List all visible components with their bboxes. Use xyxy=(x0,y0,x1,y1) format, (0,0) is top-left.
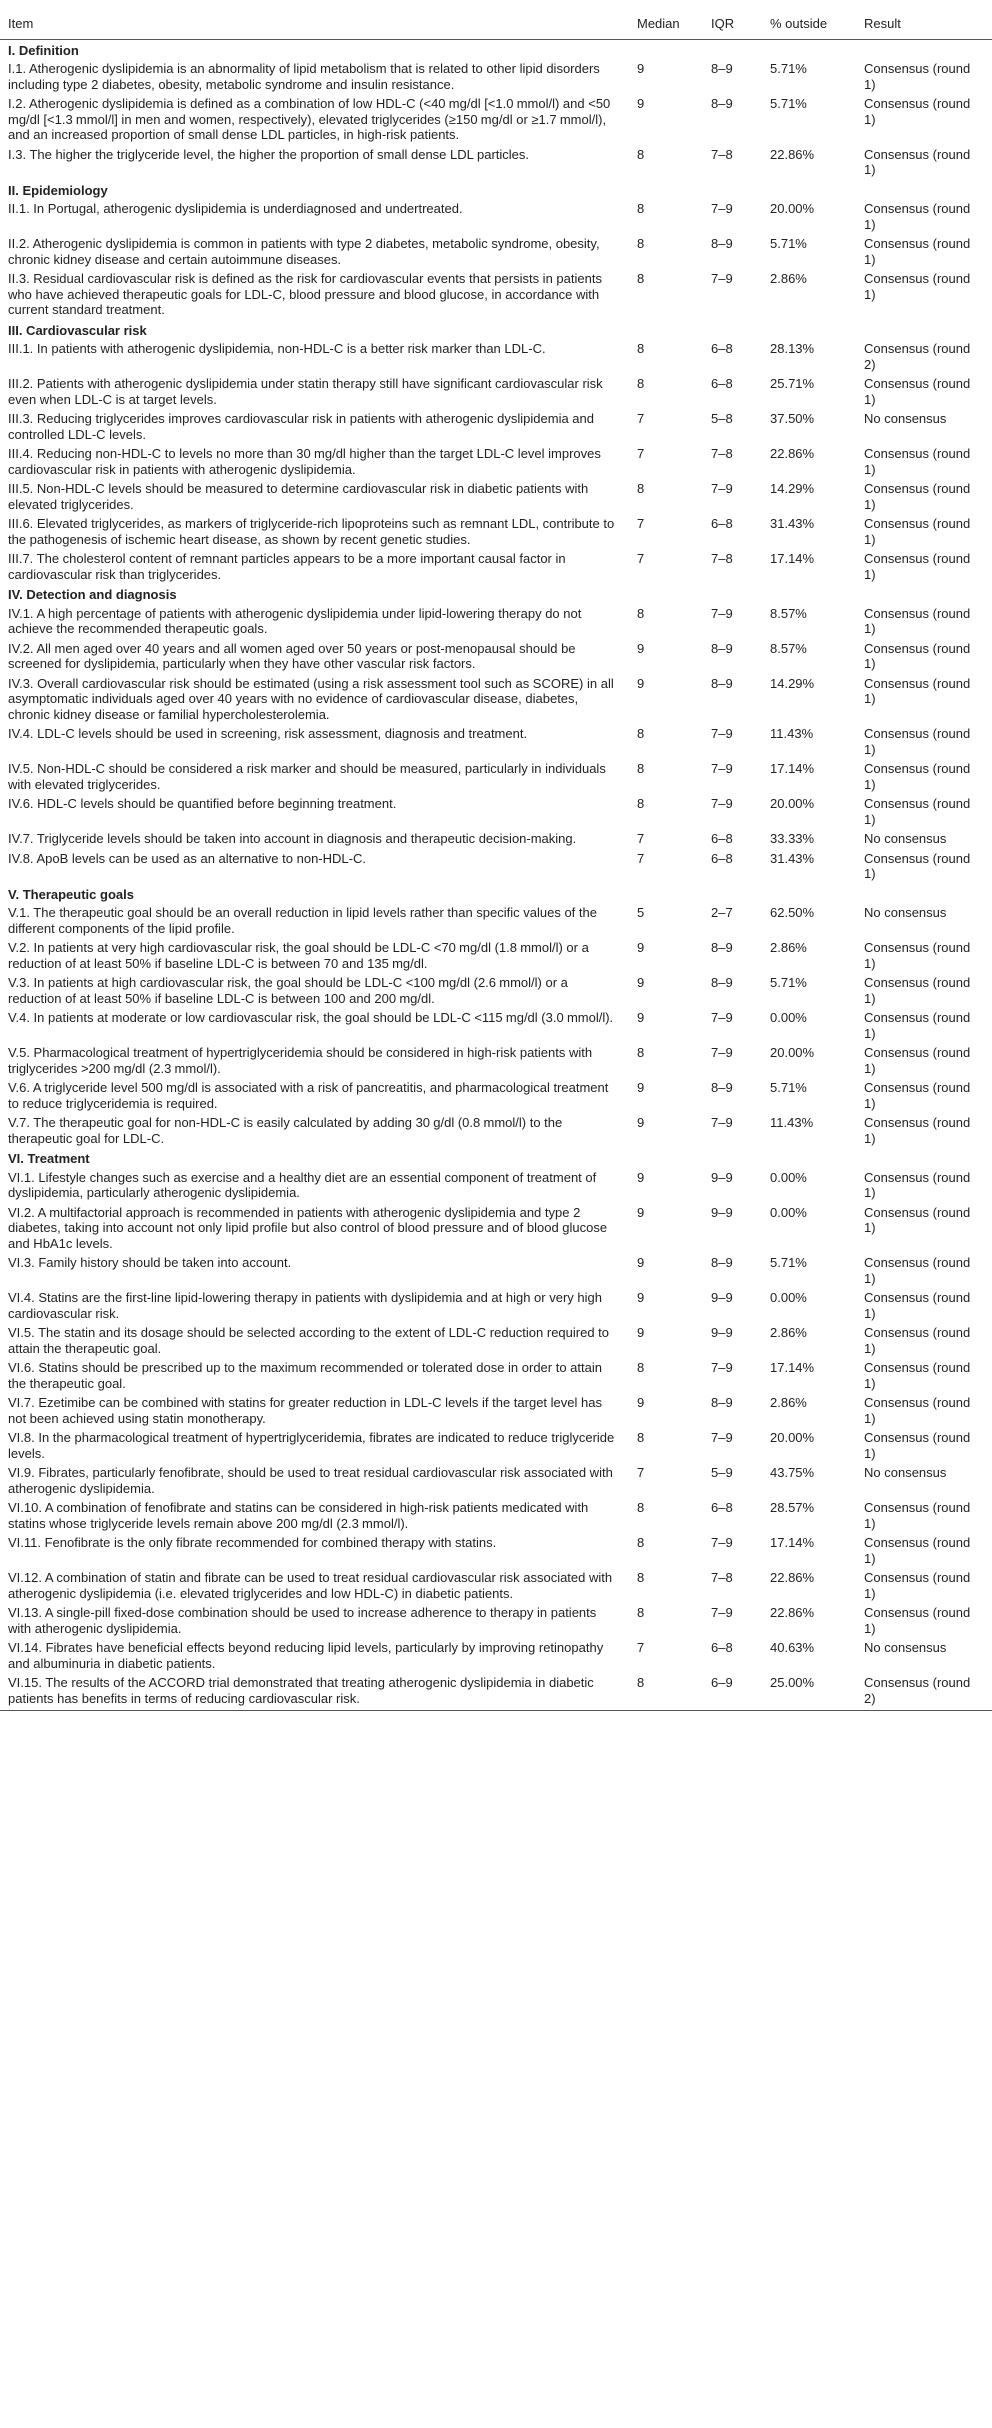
result-cell: Consensus (round 1) xyxy=(864,61,971,92)
result-cell: Consensus (round 2) xyxy=(856,1673,992,1711)
table-row xyxy=(0,604,992,639)
header-median: Median xyxy=(629,8,703,39)
iqr-cell: 5–9 xyxy=(711,1465,733,1480)
iqr-cell: 7–9 xyxy=(711,605,733,621)
outside-cell: 20.00% xyxy=(770,1430,815,1445)
item-cell: IV.1. A high percentage of patients with atherogenic dyslipidemia under lipid-lowering therapy do not achieve the recommended therapeutic goals. xyxy=(8,605,582,636)
item-cell: VI.14. Fibrates have beneficial effects beyond reducing lipid levels, particularly by improving retinopathy and albuminuria in diabetic patients. xyxy=(8,1640,604,1671)
iqr-cell: 9–9 xyxy=(711,1325,733,1340)
median-cell: 8 xyxy=(637,605,645,621)
section-title: V. Therapeutic goals xyxy=(8,886,134,902)
table-row xyxy=(0,1008,992,1043)
median-cell: 8 xyxy=(637,1430,645,1445)
result-cell: Consensus (round 1) xyxy=(864,236,971,267)
iqr-cell: 6–8 xyxy=(711,831,733,846)
iqr-cell: 8–9 xyxy=(711,61,733,76)
iqr-cell: 7–9 xyxy=(711,481,733,496)
table-row xyxy=(0,479,992,514)
median-cell: 9 xyxy=(637,1010,645,1025)
item-cell: VI.4. Statins are the first-line lipid-lowering therapy in patients with dyslipidemia and at high or very high cardiovascular risk. xyxy=(8,1290,602,1321)
median-cell: 5 xyxy=(637,905,645,920)
item-cell: IV.6. HDL-C levels should be quantified before beginning treatment. xyxy=(8,796,397,811)
outside-cell: 17.14% xyxy=(770,761,815,776)
result-cell: Consensus (round 1) xyxy=(864,1010,971,1041)
outside-cell: 22.86% xyxy=(770,1605,815,1620)
outside-cell: 20.00% xyxy=(770,1045,815,1060)
outside-cell: 11.43% xyxy=(770,726,814,741)
median-cell: 8 xyxy=(637,1605,645,1620)
iqr-cell: 7–8 xyxy=(711,1570,733,1585)
median-cell: 9 xyxy=(637,61,645,76)
median-cell: 9 xyxy=(637,1395,645,1410)
table-row xyxy=(0,1168,992,1203)
table-row xyxy=(0,1113,992,1148)
median-cell: 9 xyxy=(637,1169,645,1185)
table-row xyxy=(0,973,992,1008)
table-row xyxy=(0,1288,992,1323)
median-cell: 8 xyxy=(637,271,645,286)
section-title: II. Epidemiology xyxy=(8,182,108,198)
header-result: Result xyxy=(856,8,992,39)
outside-cell: 25.71% xyxy=(770,376,815,391)
iqr-cell: 8–9 xyxy=(711,675,733,691)
table-row xyxy=(0,339,992,374)
table-row xyxy=(0,1463,992,1498)
outside-cell: 25.00% xyxy=(762,1673,856,1711)
item-cell: III.2. Patients with atherogenic dyslipidemia under statin therapy still have significant cardiovascular risk even when LDL-C is at target levels. xyxy=(8,376,603,407)
outside-cell: 2.86% xyxy=(770,1395,807,1410)
median-cell: 7 xyxy=(637,850,645,866)
table-row xyxy=(0,1253,992,1288)
item-cell: V.6. A triglyceride level 500 mg/dl is associated with a risk of pancreatitis, and pharmacological treatment to reduce triglyceridemia is required. xyxy=(8,1080,609,1111)
item-cell: VI.11. Fenofibrate is the only fibrate recommended for combined therapy with statins. xyxy=(8,1535,497,1550)
table-row xyxy=(0,639,992,674)
median-cell: 7 xyxy=(637,411,645,426)
result-cell: Consensus (round 1) xyxy=(864,551,971,582)
result-cell: Consensus (round 1) xyxy=(864,1605,971,1636)
table-row xyxy=(0,269,992,320)
result-cell: No consensus xyxy=(864,1465,947,1480)
result-cell: Consensus (round 1) xyxy=(864,201,971,232)
outside-cell: 20.00% xyxy=(770,201,815,216)
median-cell: 9 xyxy=(637,1115,645,1130)
iqr-cell: 8–9 xyxy=(711,1255,733,1270)
table-row xyxy=(0,1428,992,1463)
outside-cell: 28.57% xyxy=(770,1500,815,1515)
table-row xyxy=(0,1043,992,1078)
outside-cell: 5.71% xyxy=(770,1080,807,1095)
consensus-table xyxy=(0,8,992,1711)
iqr-cell: 8–9 xyxy=(711,940,733,955)
outside-cell: 17.14% xyxy=(770,551,815,566)
iqr-cell: 8–9 xyxy=(711,96,733,111)
median-cell: 9 xyxy=(637,675,645,691)
header-iqr: IQR xyxy=(703,8,762,39)
result-cell: Consensus (round 1) xyxy=(864,796,971,827)
item-cell: III.1. In patients with atherogenic dyslipidemia, non-HDL-C is a better risk marker than LDL-C. xyxy=(8,341,546,356)
iqr-cell: 7–8 xyxy=(711,446,733,461)
table-row xyxy=(0,724,992,759)
result-cell: Consensus (round 1) xyxy=(864,675,971,706)
median-cell: 8 xyxy=(637,1500,645,1515)
median-cell: 8 xyxy=(637,236,645,251)
outside-cell: 5.71% xyxy=(770,236,807,251)
item-cell: I.1. Atherogenic dyslipidemia is an abnormality of lipid metabolism that is related to other lipid disorders including type 2 diabetes, obesity, metabolic syndrome and insulin resistance. xyxy=(8,61,600,92)
outside-cell: 5.71% xyxy=(770,975,807,990)
item-cell: V.7. The therapeutic goal for non-HDL-C is easily calculated by adding 30 g/dl (0.8 mmol/l) to the therapeutic goal for LDL-C. xyxy=(8,1115,563,1146)
iqr-cell: 9–9 xyxy=(711,1290,733,1305)
median-cell: 8 xyxy=(637,201,645,216)
median-cell: 8 xyxy=(637,376,645,391)
item-cell: I.3. The higher the triglyceride level, the higher the proportion of small dense LDL particles. xyxy=(8,146,530,162)
iqr-cell: 7–9 xyxy=(711,796,733,811)
result-cell: Consensus (round 1) xyxy=(864,1255,971,1286)
item-cell: II.2. Atherogenic dyslipidemia is common in patients with type 2 diabetes, metabolic syndrome, obesity, chronic kidney disease and certain autoimmune diseases. xyxy=(8,236,600,267)
table-row xyxy=(0,549,992,584)
iqr-cell: 6–8 xyxy=(711,516,733,531)
table-header xyxy=(0,8,992,39)
header-outside: % outside xyxy=(762,8,856,39)
iqr-cell: 5–8 xyxy=(711,411,733,426)
result-cell: Consensus (round 1) xyxy=(864,940,971,971)
item-cell: I.2. Atherogenic dyslipidemia is defined as a combination of low HDL-C (<40 mg/dl [<1.0 mmol/l) and <50 mg/dl [<1.3 mmol/l] in men and women, respectively), elevated triglycerides (≥150 mg/dl or ≥1.7 mmol/l), and an increased proportion of small dense LDL particles, in high-risk patients. xyxy=(8,96,614,142)
outside-cell: 22.86% xyxy=(770,446,815,461)
item-cell: III.6. Elevated triglycerides, as markers of triglyceride-rich lipoproteins such as remnant LDL, contribute to the pathogenesis of ischemic heart disease, as shown by recent genetic studies. xyxy=(8,516,615,547)
table-row xyxy=(0,444,992,479)
section-header-row xyxy=(0,39,992,59)
outside-cell: 0.00% xyxy=(770,1290,807,1305)
outside-cell: 8.57% xyxy=(770,605,807,621)
table-body xyxy=(0,39,992,1711)
outside-cell: 40.63% xyxy=(770,1640,815,1655)
item-cell: VI.15. The results of the ACCORD trial demonstrated that treating atherogenic dyslipidemia in diabetic patients has benefits in terms of reducing cardiovascular risk. xyxy=(0,1673,629,1711)
median-cell: 9 xyxy=(637,975,645,990)
result-cell: No consensus xyxy=(864,411,947,426)
item-cell: VI.5. The statin and its dosage should be selected according to the extent of LDL-C reduction required to attain the therapeutic goal. xyxy=(8,1325,610,1356)
median-cell: 8 xyxy=(637,726,645,741)
iqr-cell: 8–9 xyxy=(711,1395,733,1410)
result-cell: Consensus (round 1) xyxy=(864,446,971,477)
median-cell: 8 xyxy=(637,481,645,496)
iqr-cell: 7–9 xyxy=(711,201,733,216)
outside-cell: 20.00% xyxy=(770,796,815,811)
result-cell: Consensus (round 1) xyxy=(864,1430,971,1461)
median-cell: 9 xyxy=(637,940,645,955)
result-cell: Consensus (round 1) xyxy=(864,96,971,127)
median-cell: 8 xyxy=(629,1673,703,1711)
outside-cell: 22.86% xyxy=(770,1570,815,1585)
median-cell: 7 xyxy=(637,551,645,566)
outside-cell: 31.43% xyxy=(770,850,815,866)
outside-cell: 8.57% xyxy=(770,640,807,656)
result-cell: Consensus (round 1) xyxy=(864,726,971,757)
table-row xyxy=(0,1078,992,1113)
item-cell: VI.9. Fibrates, particularly fenofibrate, should be used to treat residual cardiovascular risk associated with atherogenic dyslipidemia. xyxy=(8,1465,613,1496)
median-cell: 8 xyxy=(637,761,645,776)
result-cell: Consensus (round 1) xyxy=(864,1080,971,1111)
table-row xyxy=(0,59,992,94)
result-cell: Consensus (round 1) xyxy=(864,975,971,1006)
result-cell: Consensus (round 1) xyxy=(864,1045,971,1076)
iqr-cell: 9–9 xyxy=(711,1204,733,1220)
median-cell: 9 xyxy=(637,640,645,656)
table-row xyxy=(0,1203,992,1254)
median-cell: 7 xyxy=(637,446,645,461)
iqr-cell: 8–9 xyxy=(711,640,733,656)
table-row xyxy=(0,199,992,234)
table-row xyxy=(0,1533,992,1568)
item-cell: III.7. The cholesterol content of remnant particles appears to be a more important causal factor in cardiovascular risk than triglycerides. xyxy=(8,551,566,582)
item-cell: IV.5. Non-HDL-C should be considered a risk marker and should be measured, particularly in individuals with elevated triglycerides. xyxy=(8,761,606,792)
result-cell: Consensus (round 1) xyxy=(864,146,971,177)
outside-cell: 2.86% xyxy=(770,1325,807,1340)
iqr-cell: 7–9 xyxy=(711,1360,733,1375)
result-cell: No consensus xyxy=(864,831,947,846)
table-row xyxy=(0,1638,992,1673)
iqr-cell: 6–8 xyxy=(711,1500,733,1515)
section-title: VI. Treatment xyxy=(8,1151,90,1166)
outside-cell: 11.43% xyxy=(770,1115,814,1130)
result-cell: Consensus (round 2) xyxy=(864,341,971,372)
section-header-row xyxy=(0,884,992,904)
item-cell: VI.2. A multifactorial approach is recommended in patients with atherogenic dyslipidemia and type 2 diabetes, taking into account not only lipid profile but also control of blood pressure and of blood glucose and HbA1c levels. xyxy=(8,1204,608,1251)
iqr-cell: 7–9 xyxy=(711,271,733,286)
median-cell: 9 xyxy=(637,1255,645,1270)
table-row xyxy=(0,794,992,829)
table-row xyxy=(0,1323,992,1358)
iqr-cell: 9–9 xyxy=(711,1169,733,1185)
outside-cell: 22.86% xyxy=(770,146,815,162)
item-cell: VI.12. A combination of statin and fibrate can be used to treat residual cardiovascular risk associated with atherogenic dyslipidemia (i.e. elevated triglycerides and low HDL-C) in diabetic patients. xyxy=(8,1570,613,1601)
result-cell: Consensus (round 1) xyxy=(864,605,971,636)
iqr-cell: 8–9 xyxy=(711,1080,733,1095)
median-cell: 9 xyxy=(637,1204,645,1220)
table-row xyxy=(0,409,992,444)
median-cell: 9 xyxy=(637,96,645,111)
section-title: III. Cardiovascular risk xyxy=(8,322,147,338)
item-cell: III.5. Non-HDL-C levels should be measured to determine cardiovascular risk in diabetic patients with elevated triglycerides. xyxy=(8,481,589,512)
median-cell: 7 xyxy=(637,1465,645,1480)
result-cell: Consensus (round 1) xyxy=(864,1500,971,1531)
iqr-cell: 7–9 xyxy=(711,726,733,741)
median-cell: 9 xyxy=(637,1080,645,1095)
section-header-row xyxy=(0,584,992,604)
table-row xyxy=(0,1498,992,1533)
item-cell: V.3. In patients at high cardiovascular risk, the goal should be LDL-C <100 mg/dl (2.6 mmol/l) or a reduction of at least 50% if baseline LDL-C is between 100 and 200 mg/dl. xyxy=(8,975,568,1006)
outside-cell: 0.00% xyxy=(770,1010,807,1025)
iqr-cell: 7–9 xyxy=(711,1010,733,1025)
table-row xyxy=(0,674,992,725)
item-cell: IV.4. LDL-C levels should be used in screening, risk assessment, diagnosis and treatment. xyxy=(8,726,528,741)
result-cell: Consensus (round 1) xyxy=(864,1325,971,1356)
table-row xyxy=(0,1393,992,1428)
item-cell: V.5. Pharmacological treatment of hypertriglyceridemia should be considered in high-risk patients with triglycerides >200 mg/dl (2.3 mmol/l). xyxy=(8,1045,593,1076)
median-cell: 8 xyxy=(637,341,645,356)
iqr-cell: 6–8 xyxy=(711,341,733,356)
iqr-cell: 7–8 xyxy=(711,146,733,162)
outside-cell: 37.50% xyxy=(770,411,815,426)
header-row xyxy=(0,8,992,39)
outside-cell: 28.13% xyxy=(770,341,815,356)
item-cell: V.1. The therapeutic goal should be an overall reduction in lipid levels rather than specific values of the different components of the lipid profile. xyxy=(8,905,597,936)
item-cell: IV.7. Triglyceride levels should be taken into account in diagnosis and therapeutic decision-making. xyxy=(8,831,577,846)
item-cell: II.3. Residual cardiovascular risk is defined as the risk for cardiovascular events that persists in patients who have achieved therapeutic goals for LDL-C, blood pressure and blood glucose, in accordance with current standard treatment. xyxy=(8,271,602,317)
outside-cell: 5.71% xyxy=(770,1255,807,1270)
result-cell: Consensus (round 1) xyxy=(864,850,971,881)
outside-cell: 2.86% xyxy=(770,940,807,955)
item-cell: IV.3. Overall cardiovascular risk should be estimated (using a risk assessment tool such as SCORE) in all asymptomatic individuals aged over 40 years with no evidence of cardiovascular disease, diabetes, chronic kidney disease or familial hypercholesterolemia. xyxy=(8,675,614,722)
item-cell: V.4. In patients at moderate or low cardiovascular risk, the goal should be LDL-C <115 mg/dl (3.0 mmol/l). xyxy=(8,1010,614,1025)
table-row xyxy=(0,938,992,973)
outside-cell: 17.14% xyxy=(770,1535,815,1550)
item-cell: V.2. In patients at very high cardiovascular risk, the goal should be LDL-C <70 mg/dl (1.8 mmol/l) or a reduction of at least 50% if baseline LDL-C is between 70 and 135 mg/dl. xyxy=(8,940,589,971)
median-cell: 8 xyxy=(637,1535,645,1550)
section-title: IV. Detection and diagnosis xyxy=(8,587,177,602)
outside-cell: 5.71% xyxy=(770,61,807,76)
iqr-cell: 2–7 xyxy=(711,905,733,920)
result-cell: Consensus (round 1) xyxy=(864,481,971,512)
iqr-cell: 6–8 xyxy=(711,376,733,391)
median-cell: 8 xyxy=(637,1045,645,1060)
table-row xyxy=(0,374,992,409)
table-row xyxy=(0,759,992,794)
section-header-row xyxy=(0,1148,992,1168)
item-cell: VI.7. Ezetimibe can be combined with statins for greater reduction in LDL-C levels if the target level has not been achieved using statin monotherapy. xyxy=(8,1395,602,1426)
median-cell: 8 xyxy=(637,1360,645,1375)
table-row xyxy=(0,829,992,849)
result-cell: Consensus (round 1) xyxy=(864,640,971,671)
result-cell: No consensus xyxy=(864,1640,947,1655)
header-item: Item xyxy=(0,8,629,39)
item-cell: VI.10. A combination of fenofibrate and statins can be considered in high-risk patients medicated with statins whose triglyceride levels remain above 200 mg/dl (2.3 mmol/l). xyxy=(8,1500,589,1531)
item-cell: VI.3. Family history should be taken into account. xyxy=(8,1255,292,1270)
table-row xyxy=(0,1603,992,1638)
median-cell: 7 xyxy=(637,516,645,531)
iqr-cell: 7–9 xyxy=(711,1535,733,1550)
table-row xyxy=(0,903,992,938)
section-header-row xyxy=(0,320,992,340)
outside-cell: 14.29% xyxy=(770,675,815,691)
iqr-cell: 6–9 xyxy=(703,1673,762,1711)
item-cell: III.4. Reducing non-HDL-C to levels no more than 30 mg/dl higher than the target LDL-C level improves cardiovascular risk in patients with atherogenic dyslipidemia. xyxy=(8,446,601,477)
median-cell: 7 xyxy=(637,831,645,846)
result-cell: Consensus (round 1) xyxy=(864,761,971,792)
item-cell: IV.2. All men aged over 40 years and all women aged over 50 years or post-menopausal should be screened for dyslipidemia, particularly when they have other vascular risk factors. xyxy=(8,640,576,671)
section-title: I. Definition xyxy=(8,42,79,58)
result-cell: No consensus xyxy=(864,905,947,920)
result-cell: Consensus (round 1) xyxy=(864,1535,971,1566)
result-cell: Consensus (round 1) xyxy=(864,1570,971,1601)
result-cell: Consensus (round 1) xyxy=(864,1290,971,1321)
iqr-cell: 7–9 xyxy=(711,1115,733,1130)
outside-cell: 33.33% xyxy=(770,831,815,846)
outside-cell: 5.71% xyxy=(770,96,807,111)
iqr-cell: 6–8 xyxy=(711,850,733,866)
median-cell: 7 xyxy=(637,1640,645,1655)
table-row xyxy=(0,1568,992,1603)
iqr-cell: 7–9 xyxy=(711,1430,733,1445)
result-cell: Consensus (round 1) xyxy=(864,1115,971,1146)
section-header-row xyxy=(0,180,992,200)
outside-cell: 17.14% xyxy=(770,1360,815,1375)
median-cell: 9 xyxy=(637,1325,645,1340)
median-cell: 8 xyxy=(637,796,645,811)
result-cell: Consensus (round 1) xyxy=(864,376,971,407)
iqr-cell: 7–8 xyxy=(711,551,733,566)
outside-cell: 62.50% xyxy=(770,905,815,920)
iqr-cell: 8–9 xyxy=(711,236,733,251)
iqr-cell: 7–9 xyxy=(711,761,733,776)
result-cell: Consensus (round 1) xyxy=(864,1169,971,1200)
outside-cell: 0.00% xyxy=(770,1169,807,1185)
table-row xyxy=(0,234,992,269)
item-cell: VI.13. A single-pill fixed-dose combination should be used to increase adherence to therapy in patients with atherogenic dyslipidemia. xyxy=(8,1605,597,1636)
table-row xyxy=(0,94,992,145)
result-cell: Consensus (round 1) xyxy=(864,1204,971,1235)
item-cell: VI.1. Lifestyle changes such as exercise and a healthy diet are an essential component of treatment of dyslipidemia, particularly atherogenic dyslipidemia. xyxy=(8,1169,597,1200)
median-cell: 9 xyxy=(637,1290,645,1305)
iqr-cell: 6–8 xyxy=(711,1640,733,1655)
table-row xyxy=(0,1358,992,1393)
result-cell: Consensus (round 1) xyxy=(864,271,971,302)
iqr-cell: 7–9 xyxy=(711,1605,733,1620)
outside-cell: 2.86% xyxy=(770,271,807,286)
result-cell: Consensus (round 1) xyxy=(864,1360,971,1391)
result-cell: Consensus (round 1) xyxy=(864,516,971,547)
item-cell: IV.8. ApoB levels can be used as an alternative to non-HDL-C. xyxy=(8,850,366,866)
median-cell: 8 xyxy=(637,1570,645,1585)
outside-cell: 14.29% xyxy=(770,481,815,496)
outside-cell: 0.00% xyxy=(770,1204,807,1220)
iqr-cell: 8–9 xyxy=(711,975,733,990)
table-row xyxy=(0,145,992,180)
table-row xyxy=(0,1673,992,1711)
median-cell: 8 xyxy=(637,146,645,162)
table-row xyxy=(0,849,992,884)
outside-cell: 43.75% xyxy=(770,1465,815,1480)
item-cell: III.3. Reducing triglycerides improves cardiovascular risk in patients with atherogenic dyslipidemia and controlled LDL-C levels. xyxy=(8,411,594,442)
table-row xyxy=(0,514,992,549)
iqr-cell: 7–9 xyxy=(711,1045,733,1060)
item-cell: VI.8. In the pharmacological treatment of hypertriglyceridemia, fibrates are indicated to reduce triglyceride levels. xyxy=(8,1430,615,1461)
item-cell: II.1. In Portugal, atherogenic dyslipidemia is underdiagnosed and undertreated. xyxy=(8,201,463,216)
item-cell: VI.6. Statins should be prescribed up to the maximum recommended or tolerated dose in order to attain the therapeutic goal. xyxy=(8,1360,602,1391)
outside-cell: 31.43% xyxy=(770,516,815,531)
result-cell: Consensus (round 1) xyxy=(864,1395,971,1426)
